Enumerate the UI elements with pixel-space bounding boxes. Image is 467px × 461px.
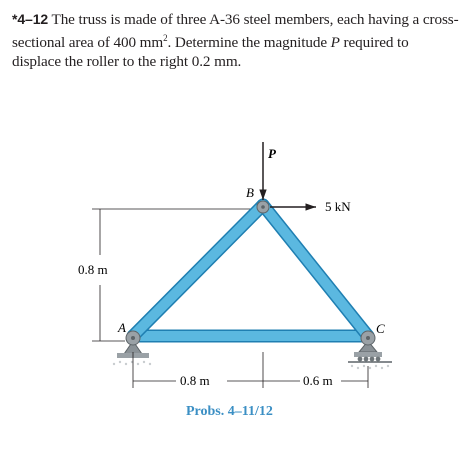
joint-c-label: C: [376, 321, 385, 336]
member-ab: [133, 205, 263, 336]
span-dimension: [133, 352, 368, 388]
right-span-label: 0.6 m: [303, 373, 333, 388]
load-p: [263, 142, 277, 200]
load-5kn-label: 5 kN: [325, 199, 351, 214]
height-dimension-label: 0.8 m: [78, 262, 108, 277]
problem-text-part-1: The truss is made of three A-36 steel members, each having a cross-sectional area of 400 mm: [12, 11, 459, 52]
member-bc: [263, 205, 368, 336]
problem-number: *4–12: [12, 11, 49, 27]
roller-support-c: [348, 341, 392, 369]
figure-caption: Probs. 4–11/12: [186, 404, 273, 419]
load-5kn: [270, 199, 351, 214]
truss-members: [126, 201, 375, 345]
left-span-label: 0.8 m: [180, 373, 210, 388]
load-p-label: P: [268, 146, 276, 161]
joint-b-label: B: [246, 185, 254, 200]
problem-variable-p: P: [330, 34, 340, 52]
problem-text-part-2: . Determine the magnitude: [167, 34, 331, 52]
problem-text-superscript: 2: [163, 33, 168, 43]
problem-text-part-3: required to displace the roller to the right 0.2 mm.: [12, 34, 409, 71]
joint-a-label: A: [118, 320, 126, 335]
